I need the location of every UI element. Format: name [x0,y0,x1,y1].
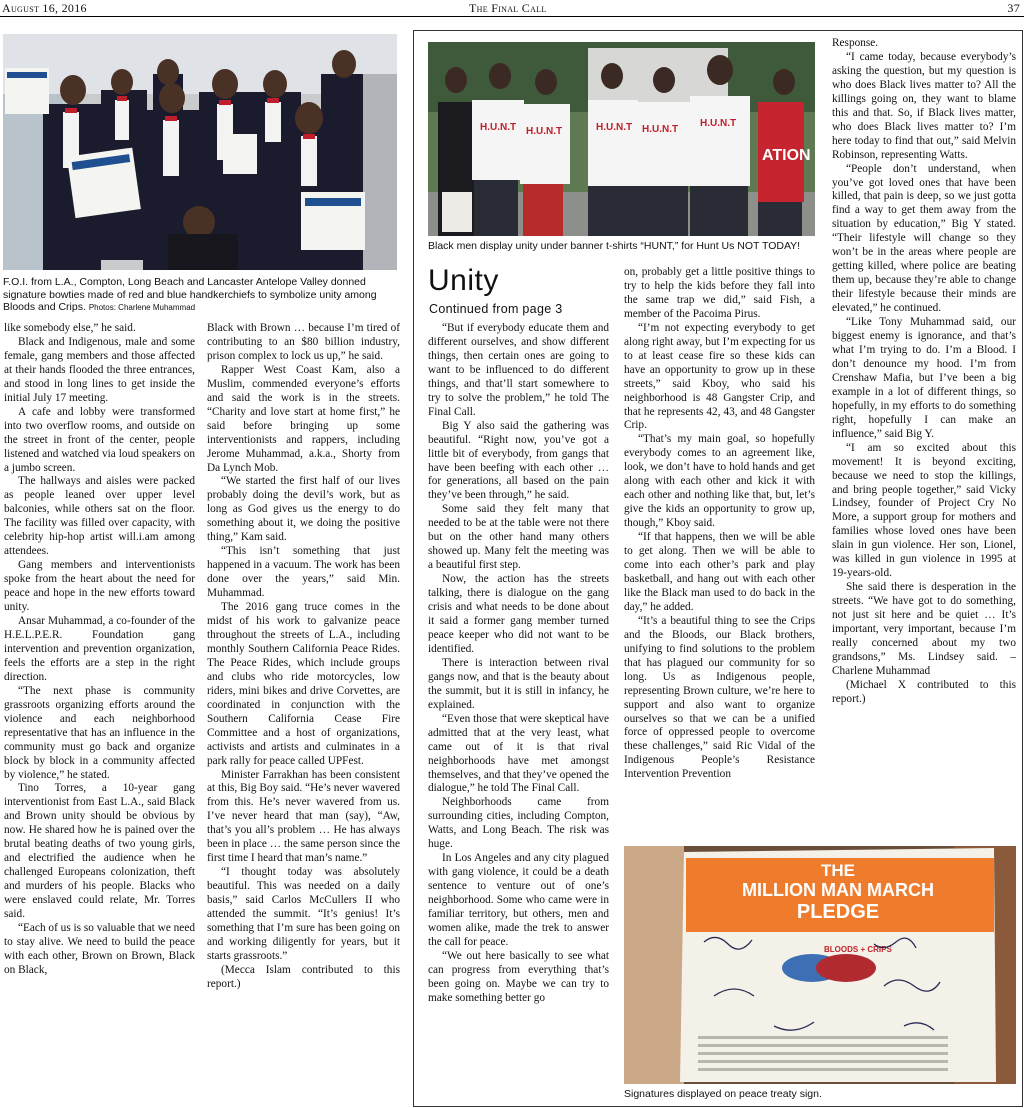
svg-text:MILLION MAN MARCH: MILLION MAN MARCH [742,880,934,900]
svg-text:BLOODS + CRIPS: BLOODS + CRIPS [824,945,892,954]
paragraph: “I thought today was absolutely beautiful. This was needed on a daily basis,” said Carlos McCullers II who attended the summit. “It’s genius! It’s something that I’m sure has been going on and working diligently for years, but it starts grassroots.” [207,866,400,962]
paragraph: on, probably get a little positive things to try to help the kids before they fall into the same trap we did,” said Fish, a member of the Pacoima Pirus. [624,266,815,320]
paragraph: Some said they felt many that needed to be at the table were not there but on the other hand many others showed up. Many felt the meeting was a beautiful first step. [428,503,609,572]
paragraph: Ansar Muhammad, a co-founder of the H.E.L.P.E.R. Foundation gang intervention and prevention organization, feels the efforts are a step in the right direction. [4,615,195,683]
paragraph: “We out here basically to see what can progress from everything that’s been going on. Maybe we can try to make something better go [428,949,609,1004]
paragraph: Gang members and interventionists spoke from the heart about the need for peace and hope in the new efforts toward unity. [4,559,195,614]
svg-text:THE: THE [821,861,855,880]
article-column-2 [207,322,400,1105]
paragraph: “I came today, because everybody’s asking the question, but my question is who does Black lives matter to? All the killings going on, they want to blame this and that. So, if Black lives matter, who does Black lives matter to? I’m here today to find that out,” said Melvin Robinson, representing Watts. [832,50,1016,161]
paragraph: “It’s a beautiful thing to see the Crips and the Bloods, our Black brothers, unifying to find solutions to the problem that has plagued our community for so long. Us as Indigenous people, representing Brown culture, we’re here to support and also want to organize ourselves so that we can be a unified force of oppressed people to overcome these challenges,” said Ric Vidal of the Indigenous People’s Resistance Intervention Prevention [624,614,815,781]
svg-text:PLEDGE: PLEDGE [796,901,880,923]
svg-text:H.U.N.T: H.U.N.T [700,118,737,129]
paragraph: “That’s my main goal, so hopefully everybody comes to an agreement like, look, we don’t have to hold hands and get along with each other and kick it with each other and nothing like that, but, let’s give the kids an opportunity to grow up, though,” Kboy said. [624,433,815,530]
paragraph: “Even those that were skeptical have admitted that at the very least, what came out of it is that rival neighborhoods have met amongst themselves, and that they’ve opened the dialogue,” he told The Final Call. [428,712,609,795]
svg-text:H.U.N.T: H.U.N.T [526,126,563,137]
article-column-1 [4,322,195,1105]
article-column-3 [428,322,609,1092]
paragraph: She said there is desperation in the streets. “We have got to do something, not just sit here and be quiet … It’s important, very important, because I’m really concerned about my two grandsons,” Ms. Lindsey said. –Charlene Muhammad [832,581,1016,677]
article-column-4 [624,266,815,840]
paragraph: (Michael X contributed to this report.) [832,678,1016,705]
paragraph: “If that happens, then we will be able to get along. Then we will be able to come into each other’s park and play basketball, and hang out with each other like the Black man used to do back in the day,” he added. [624,531,815,613]
svg-text:H.U.N.T: H.U.N.T [480,122,517,133]
paragraph: Black with Brown … because I’m tired of contributing to an $80 billion industry, prison complex to lock us up,” he said. [207,322,400,362]
svg-text:H.U.N.T: H.U.N.T [596,122,633,133]
foi-photo-caption-text: F.O.I. from L.A., Compton, Long Beach and Lancaster Antelope Valley donned signature bowties made of red and blue handkerchiefs to symbolize unity among Bloods and Crips. [3,276,377,313]
peace-treaty-sign-photo [624,846,1016,1084]
paragraph: “I’m not expecting everybody to get along right away, but I’m expecting for us to at least cease fire so these kids can have an opportunity to grow up in these streets,” said Kboy, who said his neighborhood is 48 Gangster Crip, and that he represents 42, 43, and 48 Gangster Crip. [624,321,815,432]
paragraph: “We started the first half of our lives probably doing the devil’s work, but as long as God gives us the energy to do something about it, we doing the positive thing,” Kam said. [207,475,400,544]
paragraph: Tino Torres, a 10-year gang interventionist from East L.A., said Black and Brown unity should be obvious by now. He shared how he is pained over the brutal beating deaths of two young girls, and electrified the audience when he challenged Europeans colonization, theft and murders of his people. Blacks who were enslaved could relate, Mr. Torres said. [4,782,195,921]
paragraph: like somebody else,” he said. [4,322,136,334]
issue-date: August 16, 2016 [2,1,87,15]
article-title: Unity [428,264,499,297]
paragraph: “I am so excited about this movement! It is beyond exciting, because we need to stop the killings, and bring people together,” said Vicky Lindsey, founder of Project Cry No More, a support group for mothers and families whose loved ones have been slain in gun violence. Her son, Lionel, was killed in gun violence in 1995 at 19-years-old. [832,441,1016,580]
paragraph: A cafe and lobby were transformed into two overflow rooms, and outside on the street in front of the center, people listened and watched via loud speakers on a jumbo screen. [4,405,195,474]
paragraph: Minister Farrakhan has been consistent at this, Big Boy said. “He’s never wavered from this. He’s never wavered from us. I’ve never heard that man (say), “Aw, that’s you all’s problem … He has always been in place … the same person since the first time I heard that man’s name.” [207,768,400,865]
paragraph: “Each of us is so valuable that we need to stay alive. We need to build the peace with each other, Brown on Brown, Black on Black, [4,921,195,976]
hunt-photo-caption: Black men display unity under banner t-shirts “HUNT,” for Hunt Us NOT TODAY! [428,240,801,252]
hunt-shirts-photo [428,42,815,236]
article-column-5 [832,37,1016,843]
paragraph: The 2016 gang truce comes in the midst of his work to galvanize peace throughout the streets of L.A., including monthly Southern California Peace Rides. The Peace Rides, which include groups and clubs who ride motorcycles, low riders, mini bikes and drive Corvettes, are coordinated in conjunction with the Southern California Cease Fire Committee and a host of organizations, activists and artists and culminates in a park rally for peace called UPFest. [207,601,400,767]
svg-text:H.U.N.T: H.U.N.T [642,124,679,135]
continued-from-line: Continued from page 3 [429,302,563,316]
paragraph: “But if everybody educate them and different ourselves, and show different things, then certain ones are going to want to be influenced to do different things, and that’ll start somewhere to try to solve the problem,” he told The Final Call. [428,322,609,418]
paragraph: Response. [832,37,879,49]
paragraph: “This isn’t something that just happened in a vacuum. The work has been done over the years,” said Min. Muhammad. [207,545,400,600]
photo-credit: Photos: Charlene Muhammad [88,303,196,312]
svg-text:ATION: ATION [762,147,811,164]
paragraph: Black and Indigenous, male and some female, gang members and those affected at their hands flooded the three entrances, and stood in long lines to get inside the initial July 17 meeting. [4,335,195,404]
paragraph: “The next phase is community grassroots organizing efforts around the violence and each neighborhood representative that has an influence in the community must go back and organize block by block in a community affected by violence,” he stated. [4,684,195,781]
paragraph: The hallways and aisles were packed as people leaned over upper level balconies, while others sat on the floor. The facility was filled over capacity, with celebrity hip-hop artist will.i.am among attendees. [4,475,195,558]
paragraph: “People don’t understand, when you’ve got loved ones that have been killed, that pain is deep, so we just gotta find a way to get them away from the situation by education,” Big Y stated. “Their lifestyle will change so they won’t be in the areas where people are getting killed, where police are beating them up, because they’re able to change their lifestyle because their minds are elevated,” he continued. [832,162,1016,315]
foi-photo-caption [3,276,403,315]
paragraph: Now, the action has the streets talking, there is dialogue on the gang crisis and what needs to be done about it said a former gang member turned peace keeper who did not want to be identified. [428,573,609,655]
paragraph: Neighborhoods came from surrounding cities, including Compton, Watts, and Long Beach. The risk was huge. [428,796,609,851]
paragraph: Rapper West Coast Kam, also a Muslim, commended everyone’s efforts and said the work is in the streets. “Charity and love start at home first,” he said before bringing up some interventionists and rappers, including Jerome Muhammad, a.k.a., Shorty from Da Lynch Mob. [207,363,400,474]
paragraph: “Like Tony Muhammad said, our biggest enemy is ignorance, and that’s what I’m trying to do. I’m a Blood. I don’t denounce my hood. I’m from Crenshaw Mafia, but I’ve been a big example in a lot of different things, so hopefully, in my efforts to do something right, hopefully I can make an influence,” said Big Y. [832,316,1016,440]
paragraph: (Mecca Islam contributed to this report.) [207,963,400,990]
publication-name: The Final Call [469,1,547,15]
paragraph: In Los Angeles and any city plagued with gang violence, it could be a death sentence to venture out of one’s neighborhood. Some who came were in familiar territory, but others, men and women alike, made the trek to answer the call for peace. [428,852,609,948]
sign-photo-caption: Signatures displayed on peace treaty sign. [624,1088,822,1100]
page-number: 37 [1007,1,1020,15]
page-header [0,0,1024,17]
paragraph: There is interaction between rival gangs now, and that is the beauty about the summit, but it is still in infancy, he explained. [428,656,609,711]
paragraph: Big Y also said the gathering was beautiful. “Right now, you’ve got a little bit of everybody, from gangs that have been beefing with each other … for generations, all based on the pain they’ve been through,” he said. [428,419,609,502]
foi-group-photo [3,34,397,270]
